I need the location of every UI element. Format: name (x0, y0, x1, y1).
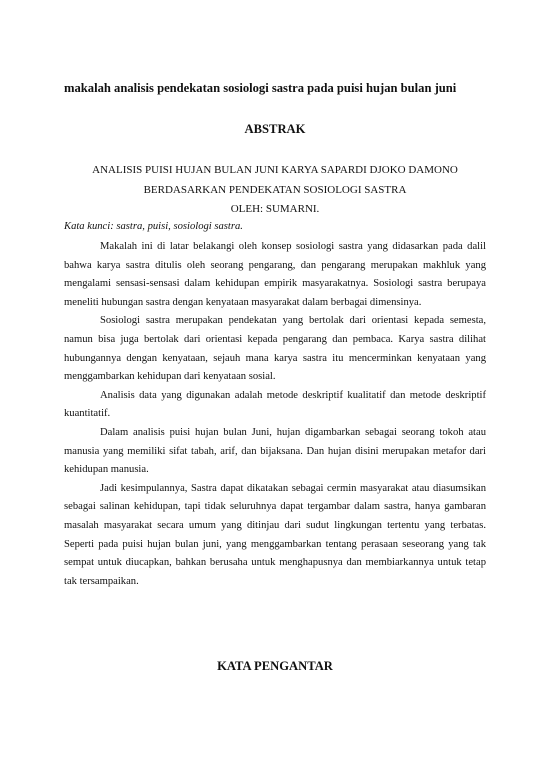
abstract-paragraph: Dalam analisis puisi hujan bulan Juni, hujan digambarkan sebagai seorang tokoh atau manusia yang memiliki sifat tabah, arif, dan bijaksana. Dan hujan disini merupakan metafor dari kehidupan manusia. (64, 426, 486, 476)
keywords-line: Kata kunci: sastra, puisi, sosiologi sastra. (64, 221, 243, 232)
abstract-paragraph: Analisis data yang digunakan adalah metode deskriptif kualitatif dan metode deskriptif kuantitatif. (64, 389, 486, 420)
abstract-paragraph: Jadi kesimpulannya, Sastra dapat dikatakan sebagai cermin masyarakat atau diasumsikan sebagai salinan kehidupan, tapi tidak seluruhnya dapat tergambar dalam sastra, hanya gambaran masalah masyarakat secara umum yang ditinjau dari sudut lingkungan tertentu yang terbatas. Seperti pada puisi hujan bulan juni, yang menggambarkan tentang perasaan seseorang yang tak sempat untuk diucapkan, bahkan berusaha untuk menghapusnya dan membiarkannya untuk tetap tak tersampaikan. (64, 482, 486, 587)
subtitle-line-2: BERDASARKAN PENDEKATAN SOSIOLOGI SASTRA (143, 184, 407, 196)
document-title: makalah analisis pendekatan sosiologi sastra pada puisi hujan bulan juni (64, 81, 457, 95)
abstract-body (64, 238, 486, 591)
abstract-paragraph: Makalah ini di latar belakangi oleh konsep sosiologi sastra yang didasarkan pada dalil bahwa karya sastra ditulis oleh seorang pengarang, dan pengarang merupakan makhluk yang mengalami sensasi-sensasi dalam kehidupan empirik masyarakatnya. Sosiologi sastra berupaya meneliti hubungan sastra dengan kenyataan masyarakat dalam berbagai dimensinya. (64, 241, 486, 308)
subtitle-line-1: ANALISIS PUISI HUJAN BULAN JUNI KARYA SAPARDI DJOKO DAMONO (92, 164, 458, 176)
abstract-paragraph: Sosiologi sastra merupakan pendekatan yang bertolak dari orientasi kepada semesta, namun bisa juga bertolak dari orientasi kepada pengarang dan pembaca. Karya sastra dilihat hubungannya dengan kenyataan, sejauh mana karya sastra itu mencerminkan kenyataan yang menggambarkan kehidupan dari kenyataan sosial. (64, 315, 486, 383)
abstract-heading: ABSTRAK (244, 122, 306, 136)
author-line: OLEH: SUMARNI. (230, 203, 320, 215)
preface-heading: KATA PENGANTAR (217, 659, 333, 673)
